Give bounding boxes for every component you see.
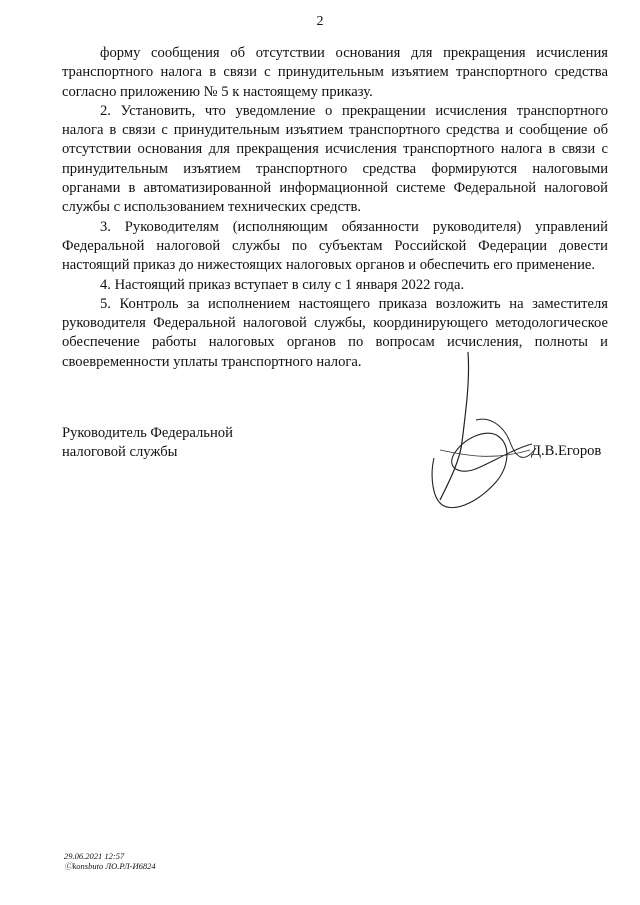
footer-timestamp: 29.06.2021 12:57 [64, 851, 125, 861]
signatory-title [62, 424, 233, 463]
signatory-title-line-1: Руководитель Федеральной [62, 425, 233, 441]
paragraph-3: 3. Руководителям (исполняющим обязанности руководителя) управлений Федеральной налоговой службы по субъектам Российской Федерации довести настоящий приказ до нижестоящих налоговых органов и обеспечить его применение. [62, 218, 608, 274]
paragraph-1-continuation: форму сообщения об отсутствии основания для прекращения исчисления транспортного налога в связи с принудительным изъятием транспортного средства согласно приложению № 5 к настоящему приказу. [62, 45, 608, 100]
footer-stamp [64, 851, 156, 871]
paragraph-4: 4. Настоящий приказ вступает в силу с 1 января 2022 года. [100, 276, 465, 293]
handwritten-signature [420, 350, 550, 520]
page-number: 2 [316, 14, 324, 29]
paragraph-5: 5. Контроль за исполнением настоящего приказа возложить на заместителя руководителя Федеральной налоговой службы, координирующего методологическое обеспечение работы налоговых органов по вопросам исчисления, полноты и своевременности уплаты транспортного налога. [62, 295, 608, 370]
paragraph-2: 2. Установить, что уведомление о прекращении исчисления транспортного налога в связи с принудительным изъятием транспортного средства и сообщение об отсутствии основания для прекращения исчисления транспортного налога в связи с принудительным изъятием транспортного средства формируются налоговыми органами в автоматизированной информационной системе Федеральной налоговой службы с использованием технических средств. [62, 102, 608, 216]
signatory-name: Д.В.Егоров [531, 443, 602, 459]
signatory-title-line-2: налоговой службы [62, 444, 178, 461]
document-body [62, 44, 608, 372]
footer-id: Ⓒkonsbuto ЛО.РЛ-И6824 [64, 861, 156, 871]
